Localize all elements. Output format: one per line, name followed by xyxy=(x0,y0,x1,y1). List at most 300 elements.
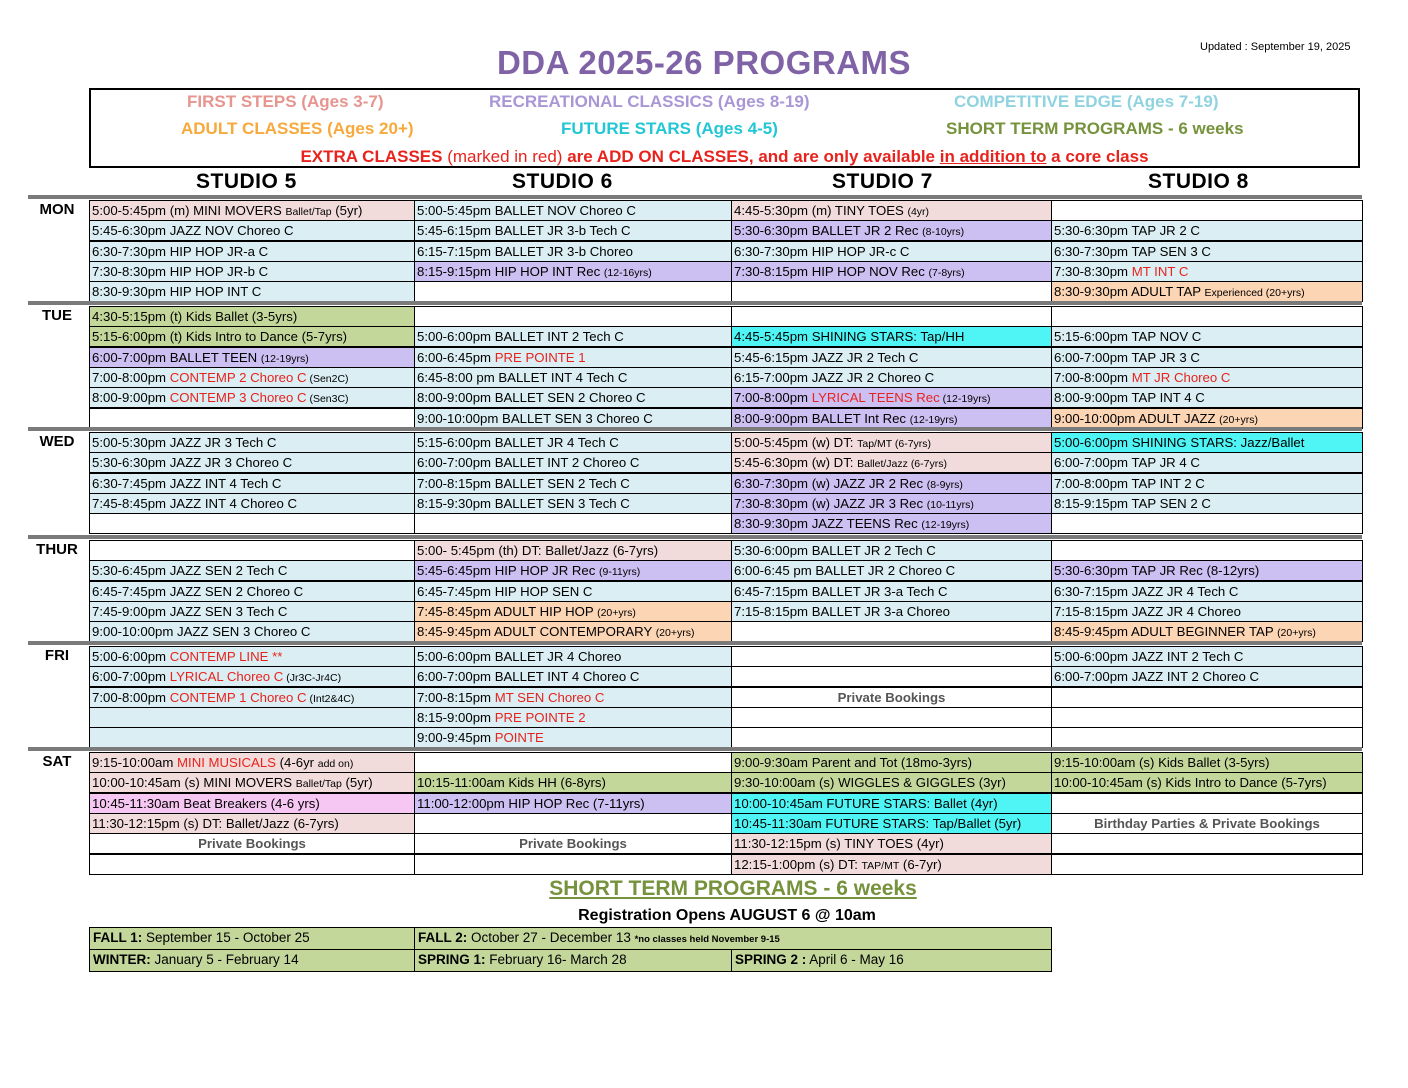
class-text: 6:15-7:15pm BALLET JR 3-b Choreo xyxy=(417,243,634,259)
class-text: 8:30-9:30pm HIP HOP INT C xyxy=(92,284,262,300)
class-text: 6:00-6:45 pm BALLET JR 2 Choreo C xyxy=(734,563,956,579)
class-cell xyxy=(414,621,732,642)
class-cell xyxy=(414,493,732,514)
legend-first-steps: FIRST STEPS (Ages 3-7) xyxy=(187,92,384,111)
legend-recreational: RECREATIONAL CLASSICS (Ages 8-19) xyxy=(489,92,810,111)
class-cell xyxy=(731,687,1052,708)
class-text: 11:00-12:00pm HIP HOP Rec (7-11yrs) xyxy=(417,795,645,811)
class-text: 8:00-9:00pm BALLET SEN 2 Choreo C xyxy=(417,390,646,406)
session-dates: April 6 - May 16 xyxy=(806,952,904,967)
class-cell xyxy=(731,601,1052,622)
add-on-class-text: LYRICAL Choreo C xyxy=(169,669,284,685)
class-cell xyxy=(89,854,415,875)
class-cell xyxy=(89,200,415,221)
session-name: FALL 2: xyxy=(418,930,468,945)
day-separator xyxy=(28,301,1362,305)
class-cell xyxy=(89,408,415,429)
class-small-text: (12-19yrs) xyxy=(909,413,958,426)
class-cell xyxy=(1051,281,1363,302)
session-dates: October 27 - December 13 xyxy=(467,930,635,945)
class-text: 10:45-11:30am FUTURE STARS: Tap/Ballet (5yr) xyxy=(734,815,1022,831)
class-cell xyxy=(1051,727,1363,748)
class-cell xyxy=(414,347,732,368)
class-text: 9:00-10:00pm BALLET SEN 3 Choreo C xyxy=(417,410,653,426)
class-cell xyxy=(731,621,1052,642)
class-cell xyxy=(89,432,415,453)
session-cell xyxy=(731,949,1052,972)
class-cell xyxy=(1051,813,1363,834)
class-text: 5:30-6:30pm JAZZ JR 3 Choreo C xyxy=(92,455,293,471)
session-dates: February 16- March 28 xyxy=(485,952,627,967)
class-cell xyxy=(89,306,415,327)
class-text: 6:45-7:45pm HIP HOP SEN C xyxy=(417,583,593,599)
class-cell xyxy=(1051,540,1363,561)
class-text: 9:00-9:30am Parent and Tot (18mo-3yrs) xyxy=(734,755,972,770)
class-text: 10:00-10:45am (s) Kids Intro to Dance (5-7yrs) xyxy=(1054,775,1327,791)
class-cell xyxy=(1051,452,1363,473)
class-cell xyxy=(731,281,1052,302)
class-text: 7:00-8:15pm xyxy=(417,689,495,705)
class-text: 7:45-9:00pm JAZZ SEN 3 Tech C xyxy=(92,603,288,619)
class-text: 5:30-6:30pm TAP JR 2 C xyxy=(1054,223,1200,239)
class-text: 6:00-7:00pm BALLET TEEN xyxy=(92,349,261,365)
updated-date: Updated : September 19, 2025 xyxy=(1200,41,1351,53)
class-small-text: (20+yrs) xyxy=(1219,413,1258,426)
class-text: 5:00-6:00pm BALLET JR 4 Choreo xyxy=(417,649,622,664)
class-small-text: (Jr3C-Jr4C) xyxy=(283,672,342,685)
class-cell xyxy=(414,581,732,602)
class-text: 5:45-6:45pm HIP HOP JR Rec xyxy=(417,563,600,579)
class-cell xyxy=(414,813,732,834)
session-cell xyxy=(89,927,415,950)
class-extra-text: (5yr) xyxy=(331,203,363,218)
class-text: 7:45-8:45pm JAZZ INT 4 Choreo C xyxy=(92,495,297,511)
class-cell xyxy=(89,687,415,708)
class-small-text: add on) xyxy=(317,758,354,770)
class-text: 5:15-6:00pm TAP NOV C xyxy=(1054,329,1202,345)
class-cell xyxy=(89,367,415,388)
class-small-text: (20+yrs) xyxy=(655,627,695,640)
class-text: 10:00-10:45am FUTURE STARS: Ballet (4yr) xyxy=(734,795,998,811)
class-cell xyxy=(1051,666,1363,687)
class-text: 6:45-7:15pm BALLET JR 3-a Tech C xyxy=(734,583,948,599)
class-text: 5:00-6:00pm SHINING STARS: Jazz/Ballet xyxy=(1054,435,1305,450)
class-text: 5:15-6:00pm (t) Kids Intro to Dance (5-7yrs) xyxy=(92,329,348,345)
class-text: 5:30-6:30pm TAP JR Rec (8-12yrs) xyxy=(1054,563,1260,579)
studio-6-header: STUDIO 6 xyxy=(512,170,613,193)
class-cell xyxy=(731,727,1052,748)
class-text: 11:30-12:15pm (s) TINY TOES (4yr) xyxy=(734,836,944,852)
day-label-sat: SAT xyxy=(42,753,72,770)
class-small-text: (10-11yrs) xyxy=(926,498,974,511)
class-cell xyxy=(89,493,415,514)
class-cell xyxy=(414,854,732,875)
class-small-text: (Sen3C) xyxy=(306,393,349,406)
class-small-text: TAP/MT xyxy=(861,859,900,872)
class-text: 7:00-8:00pm xyxy=(1054,369,1132,385)
class-small-text: (20+yrs) xyxy=(1277,627,1316,640)
class-text: 8:15-9:00pm xyxy=(417,709,495,725)
class-text: 9:15-10:00am (s) Kids Ballet (3-5yrs) xyxy=(1054,755,1270,770)
class-text: 5:30-6:45pm JAZZ SEN 2 Tech C xyxy=(92,563,288,579)
class-text: 5:00-6:00pm JAZZ INT 2 Tech C xyxy=(1054,649,1244,664)
class-extra-text: (4-6yr xyxy=(275,755,318,770)
session-cell xyxy=(414,927,1052,950)
session-dates: January 5 - February 14 xyxy=(150,952,299,967)
class-cell xyxy=(89,646,415,667)
class-cell xyxy=(731,813,1052,834)
class-cell xyxy=(731,666,1052,687)
class-cell xyxy=(414,772,732,793)
class-cell xyxy=(731,408,1052,429)
class-cell xyxy=(414,540,732,561)
class-cell xyxy=(731,306,1052,327)
class-text: 9:30-10:00am (s) WIGGLES & GIGGLES (3yr) xyxy=(734,775,1006,791)
class-cell xyxy=(89,347,415,368)
class-cell xyxy=(1051,687,1363,708)
class-cell xyxy=(731,540,1052,561)
class-small-text: (7-8yrs) xyxy=(928,266,965,279)
class-text: 5:00-5:45pm (w) DT: xyxy=(734,435,858,450)
class-text: 8:15-9:15pm HIP HOP INT Rec xyxy=(417,263,604,279)
class-text: 7:30-8:30pm (w) JAZZ JR 3 Rec xyxy=(734,495,927,511)
class-cell xyxy=(89,473,415,494)
class-extra-text: (5yr) xyxy=(341,775,373,791)
class-cell xyxy=(89,601,415,622)
class-text: 6:00-7:00pm JAZZ INT 2 Choreo C xyxy=(1054,669,1259,685)
class-text: 7:00-8:00pm TAP INT 2 C xyxy=(1054,475,1205,491)
class-text: 6:45-8:00 pm BALLET INT 4 Tech C xyxy=(417,369,628,385)
class-cell xyxy=(731,793,1052,814)
class-small-text: (8-10yrs) xyxy=(922,226,965,239)
class-text: 7:45-8:45pm ADULT HIP HOP xyxy=(417,603,598,619)
class-cell xyxy=(731,560,1052,581)
session-cell xyxy=(414,949,732,972)
class-cell xyxy=(89,326,415,347)
add-on-class-text: CONTEMP 1 Choreo C xyxy=(169,689,307,705)
day-separator xyxy=(28,641,1362,645)
day-label-tue: TUE xyxy=(42,307,72,324)
class-small-text: (8-9yrs) xyxy=(926,478,963,491)
class-text: 5:45-6:30pm (w) DT: xyxy=(734,455,858,471)
class-text: Private Bookings xyxy=(198,836,306,852)
class-cell xyxy=(731,261,1052,282)
class-text: 5:00-6:00pm xyxy=(92,649,170,664)
class-text: 4:45-5:45pm SHINING STARS: Tap/HH xyxy=(734,329,965,345)
class-cell xyxy=(89,540,415,561)
class-cell xyxy=(1051,261,1363,282)
class-text: 5:45-6:15pm BALLET JR 3-b Tech C xyxy=(417,223,631,239)
class-cell xyxy=(89,581,415,602)
class-cell xyxy=(89,752,415,773)
class-text: 5:00-5:30pm JAZZ JR 3 Tech C xyxy=(92,435,277,450)
class-cell xyxy=(1051,601,1363,622)
session-name: FALL 1: xyxy=(93,930,143,945)
class-text: 6:30-7:30pm TAP SEN 3 C xyxy=(1054,243,1211,259)
class-cell xyxy=(731,452,1052,473)
class-text: 9:00-10:00pm JAZZ SEN 3 Choreo C xyxy=(92,624,311,640)
class-small-text: Ballet/Jazz (6-7yrs) xyxy=(857,458,947,471)
extra-text: are ADD ON CLASSES, and are only available xyxy=(567,147,940,166)
legend-short-term: SHORT TERM PROGRAMS - 6 weeks xyxy=(946,119,1244,138)
class-cell xyxy=(89,727,415,748)
add-on-class-text: POINTE xyxy=(494,730,544,746)
class-text: 5:00-5:45pm (m) MINI MOVERS xyxy=(92,203,286,218)
class-cell xyxy=(414,408,732,429)
class-cell xyxy=(414,601,732,622)
class-cell xyxy=(89,387,415,408)
class-cell xyxy=(731,473,1052,494)
class-small-text: (12-16yrs) xyxy=(603,266,652,279)
class-text: 7:00-8:00pm xyxy=(734,390,812,406)
class-cell xyxy=(731,326,1052,347)
class-text: 8:45-9:45pm ADULT CONTEMPORARY xyxy=(417,624,656,640)
class-text: 12:15-1:00pm (s) DT: xyxy=(734,856,862,872)
class-cell xyxy=(414,707,732,728)
class-text: 5:45-6:30pm JAZZ NOV Choreo C xyxy=(92,223,294,239)
class-small-text: Ballet/Tap xyxy=(285,206,332,218)
class-cell xyxy=(1051,473,1363,494)
add-on-class-text: MINI MUSICALS xyxy=(177,755,276,770)
class-cell xyxy=(89,621,415,642)
class-cell xyxy=(414,727,732,748)
class-text: 8:45-9:45pm ADULT BEGINNER TAP xyxy=(1054,624,1278,640)
class-cell xyxy=(1051,513,1363,534)
day-label-thur: THUR xyxy=(36,541,78,558)
legend-future-stars: FUTURE STARS (Ages 4-5) xyxy=(561,119,778,138)
class-text: 7:15-8:15pm JAZZ JR 4 Choreo xyxy=(1054,603,1241,619)
class-cell xyxy=(89,220,415,241)
class-text: 8:30-9:30pm JAZZ TEENS Rec xyxy=(734,516,922,532)
legend-competitive: COMPETITIVE EDGE (Ages 7-19) xyxy=(954,92,1219,111)
add-on-class-text: CONTEMP 3 Choreo C xyxy=(169,390,307,406)
class-text: 5:00-5:45pm BALLET NOV Choreo C xyxy=(417,203,636,218)
class-text: 6:00-7:00pm TAP JR 3 C xyxy=(1054,349,1200,365)
registration-note: Registration Opens AUGUST 6 @ 10am xyxy=(578,907,876,924)
class-cell xyxy=(731,367,1052,388)
add-on-class-text: PRE POINTE 1 xyxy=(494,349,586,365)
class-text: 8:00-9:00pm BALLET Int Rec xyxy=(734,410,910,426)
class-text: 6:00-7:00pm xyxy=(92,669,170,685)
class-small-text: (4yr) xyxy=(907,206,930,218)
class-cell xyxy=(731,432,1052,453)
class-cell xyxy=(414,646,732,667)
studio-5-header: STUDIO 5 xyxy=(196,170,297,193)
class-text: 7:00-8:00pm xyxy=(92,689,170,705)
class-cell xyxy=(414,513,732,534)
class-cell xyxy=(1051,772,1363,793)
session-name: SPRING 2 : xyxy=(735,952,807,967)
add-on-class-text: MT JR Choreo C xyxy=(1131,369,1231,385)
class-cell xyxy=(414,261,732,282)
class-cell xyxy=(1051,241,1363,262)
class-cell xyxy=(1051,646,1363,667)
program-legend xyxy=(89,88,1360,168)
class-text: 6:30-7:15pm JAZZ JR 4 Tech C xyxy=(1054,583,1239,599)
class-cell xyxy=(414,560,732,581)
class-text: 6:00-7:00pm BALLET INT 4 Choreo C xyxy=(417,669,640,685)
class-cell xyxy=(1051,306,1363,327)
class-cell xyxy=(731,772,1052,793)
class-cell xyxy=(731,707,1052,728)
class-cell xyxy=(731,493,1052,514)
class-cell xyxy=(731,387,1052,408)
class-cell xyxy=(414,200,732,221)
class-cell xyxy=(414,281,732,302)
class-cell xyxy=(1051,793,1363,814)
class-text: 10:15-11:00am Kids HH (6-8yrs) xyxy=(417,775,606,791)
class-text: 8:15-9:30pm BALLET SEN 3 Tech C xyxy=(417,495,630,511)
class-text: Private Bookings xyxy=(837,689,946,705)
class-cell xyxy=(1051,707,1363,728)
class-text: 6:30-7:45pm JAZZ INT 4 Tech C xyxy=(92,475,282,491)
class-cell xyxy=(731,220,1052,241)
class-text: 5:00-6:00pm BALLET INT 2 Tech C xyxy=(417,329,624,345)
day-label-wed: WED xyxy=(39,433,75,450)
studio-7-header: STUDIO 7 xyxy=(832,170,933,193)
class-cell xyxy=(731,833,1052,854)
class-text: 5:45-6:15pm JAZZ JR 2 Tech C xyxy=(734,349,919,365)
class-text: 11:30-12:15pm (s) DT: Ballet/Jazz (6-7yrs) xyxy=(92,815,339,831)
class-text: 6:15-7:00pm JAZZ JR 2 Choreo C xyxy=(734,369,935,385)
class-cell xyxy=(1051,408,1363,429)
class-cell xyxy=(414,687,732,708)
extra-classes-note xyxy=(91,147,1358,167)
add-on-class-text: PRE POINTE 2 xyxy=(494,709,586,725)
class-text: 10:45-11:30am Beat Breakers (4-6 yrs) xyxy=(92,795,320,811)
class-cell xyxy=(89,560,415,581)
class-cell xyxy=(89,452,415,473)
day-label-fri: FRI xyxy=(44,647,70,664)
session-cell xyxy=(89,949,415,972)
class-small-text: (Int2&4C) xyxy=(306,692,355,705)
class-cell xyxy=(1051,387,1363,408)
class-text: Private Bookings xyxy=(519,836,627,852)
page-title: DDA 2025-26 PROGRAMS xyxy=(496,44,912,81)
add-on-class-text: MT SEN Choreo C xyxy=(494,689,605,705)
class-text: 4:45-5:30pm (m) TINY TOES xyxy=(734,203,908,218)
class-small-text: Experienced (20+yrs) xyxy=(1204,287,1305,300)
extra-label: EXTRA CLASSES xyxy=(300,147,443,166)
add-on-class-text: MT INT C xyxy=(1131,263,1189,279)
class-text: 7:30-8:30pm HIP HOP JR-b C xyxy=(92,263,269,279)
class-text: 5:15-6:00pm BALLET JR 4 Tech C xyxy=(417,435,619,450)
class-cell xyxy=(414,666,732,687)
class-text: 5:00- 5:45pm (th) DT: Ballet/Jazz (6-7yrs) xyxy=(417,543,659,558)
class-text: Birthday Parties & Private Bookings xyxy=(1094,815,1320,831)
class-cell xyxy=(414,306,732,327)
class-cell xyxy=(1051,621,1363,642)
short-term-title: SHORT TERM PROGRAMS - 6 weeks xyxy=(549,877,917,900)
class-cell xyxy=(731,200,1052,221)
class-cell xyxy=(731,854,1052,875)
class-cell xyxy=(1051,326,1363,347)
class-cell xyxy=(414,432,732,453)
class-cell xyxy=(89,772,415,793)
class-cell xyxy=(1051,347,1363,368)
class-cell xyxy=(414,793,732,814)
extra-underline: in addition to xyxy=(939,147,1047,166)
class-text: 4:30-5:15pm (t) Kids Ballet (3-5yrs) xyxy=(92,309,298,324)
day-label-mon: MON xyxy=(39,201,75,218)
class-cell xyxy=(89,241,415,262)
class-cell xyxy=(1051,752,1363,773)
class-cell xyxy=(731,646,1052,667)
class-text: 6:00-7:00pm TAP JR 4 C xyxy=(1054,455,1200,471)
class-cell xyxy=(731,752,1052,773)
class-text: 5:30-6:30pm BALLET JR 2 Rec xyxy=(734,223,923,239)
session-dates: September 15 - October 25 xyxy=(142,930,310,945)
class-small-text: (9-11yrs) xyxy=(599,566,641,579)
class-cell xyxy=(1051,854,1363,875)
class-cell xyxy=(414,326,732,347)
class-cell xyxy=(1051,560,1363,581)
class-small-text: (12-19yrs) xyxy=(260,352,309,365)
day-separator xyxy=(28,195,1362,199)
class-cell xyxy=(89,261,415,282)
class-text: 8:00-9:00pm xyxy=(92,390,170,406)
extra-tail: a core class xyxy=(1046,147,1149,166)
class-text: 6:30-7:30pm HIP HOP JR-a C xyxy=(92,243,269,259)
class-text: 9:15-10:00am xyxy=(92,755,178,770)
class-text: 6:00-6:45pm xyxy=(417,349,495,365)
class-text: 5:30-6:00pm BALLET JR 2 Tech C xyxy=(734,543,936,558)
class-text: 7:00-8:00pm xyxy=(92,369,170,385)
class-cell xyxy=(731,241,1052,262)
class-cell xyxy=(731,347,1052,368)
session-name: WINTER: xyxy=(93,952,151,967)
class-text: 9:00-10:00pm ADULT JAZZ xyxy=(1054,410,1220,426)
class-cell xyxy=(414,387,732,408)
add-on-class-text: CONTEMP 2 Choreo C xyxy=(169,369,307,385)
class-cell xyxy=(414,241,732,262)
class-small-text: (12-19yrs) xyxy=(939,393,991,406)
class-text: 9:00-9:45pm xyxy=(417,730,495,746)
class-text: 6:30-7:30pm (w) JAZZ JR 2 Rec xyxy=(734,475,927,491)
day-separator xyxy=(28,427,1362,431)
class-cell xyxy=(414,473,732,494)
class-cell xyxy=(89,793,415,814)
class-cell xyxy=(1051,367,1363,388)
class-cell xyxy=(89,666,415,687)
class-cell xyxy=(414,833,732,854)
class-small-text: (20+yrs) xyxy=(597,606,636,619)
session-note: *no classes held November 9-15 xyxy=(634,934,780,945)
legend-adult: ADULT CLASSES (Ages 20+) xyxy=(181,119,414,138)
add-on-class-text: CONTEMP LINE ** xyxy=(169,649,283,664)
class-text: 10:00-10:45am (s) MINI MOVERS xyxy=(92,775,296,791)
class-cell xyxy=(414,367,732,388)
class-text: 7:30-8:15pm HIP HOP NOV Rec xyxy=(734,263,929,279)
class-cell xyxy=(731,581,1052,602)
class-cell xyxy=(1051,833,1363,854)
class-text: 8:15-9:15pm TAP SEN 2 C xyxy=(1054,495,1211,511)
class-cell xyxy=(414,452,732,473)
class-cell xyxy=(731,513,1052,534)
class-small-text: Ballet/Tap xyxy=(295,778,342,791)
class-text: 7:15-8:15pm BALLET JR 3-a Choreo xyxy=(734,603,951,619)
extra-marked: (marked in red) xyxy=(442,147,568,166)
class-text: 6:00-7:00pm BALLET INT 2 Choreo C xyxy=(417,455,640,471)
class-text: 6:45-7:45pm JAZZ SEN 2 Choreo C xyxy=(92,583,304,599)
class-cell xyxy=(1051,493,1363,514)
class-cell xyxy=(89,833,415,854)
class-text: 7:00-8:15pm BALLET SEN 2 Tech C xyxy=(417,475,630,491)
class-text: 8:00-9:00pm TAP INT 4 C xyxy=(1054,390,1205,406)
class-cell xyxy=(1051,432,1363,453)
add-on-class-text: LYRICAL TEENS Rec xyxy=(811,390,940,406)
day-separator xyxy=(28,535,1362,539)
